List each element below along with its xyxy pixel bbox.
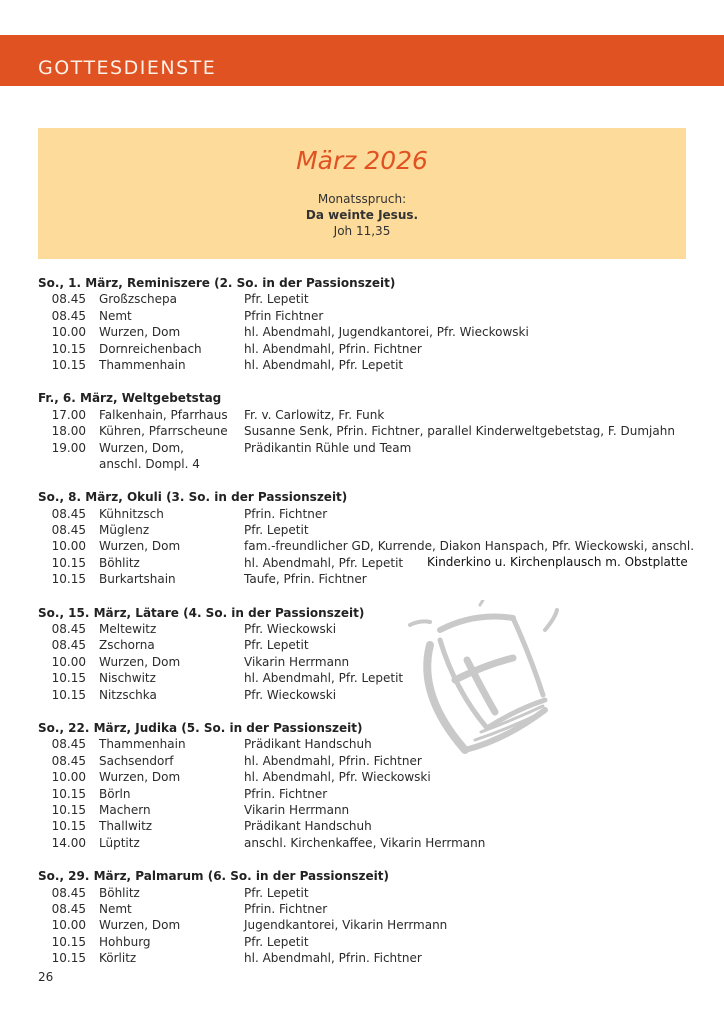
service-place bbox=[99, 341, 202, 357]
service-row bbox=[38, 753, 698, 769]
service-info: Pfr. Lepetit bbox=[244, 638, 309, 653]
service-row bbox=[38, 687, 698, 703]
service-place bbox=[99, 818, 152, 834]
service-place-line: Sachsendorf bbox=[99, 753, 174, 768]
service-info: fam.-freundlicher GD, Kurrende, Diakon Hanspach, Pfr. Wieckowski, anschl. bbox=[244, 539, 695, 554]
service-time: 08.45 bbox=[51, 622, 86, 637]
service-info: Pfrin Fichtner bbox=[244, 308, 324, 323]
service-time: 10.15 bbox=[51, 687, 86, 702]
service-place-line: Körlitz bbox=[99, 951, 137, 966]
service-place-line: Wurzen, Dom, bbox=[99, 440, 184, 455]
service-place bbox=[99, 753, 174, 769]
service-place bbox=[99, 538, 180, 554]
service-place bbox=[99, 324, 180, 340]
month-box bbox=[38, 128, 686, 259]
service-info: hl. Abendmahl, Pfrin. Fichtner bbox=[244, 341, 422, 356]
service-time: 10.15 bbox=[51, 951, 86, 966]
service-time: 08.45 bbox=[51, 737, 86, 752]
service-place-line: Meltewitz bbox=[99, 622, 157, 637]
day-block bbox=[38, 489, 698, 587]
service-place-line: Hohburg bbox=[99, 934, 151, 949]
service-row bbox=[38, 308, 698, 324]
service-time: 10.00 bbox=[51, 654, 86, 669]
service-place bbox=[99, 654, 180, 670]
service-place bbox=[99, 440, 200, 473]
service-place bbox=[99, 621, 156, 637]
service-info: Susanne Senk, Pfrin. Fichtner, parallel Kinderweltgebetstag, F. Dumjahn bbox=[244, 424, 675, 439]
service-place-line: Kühren, Pfarrscheune bbox=[99, 424, 228, 439]
service-place-line-2: anschl. Dompl. 4 bbox=[99, 456, 200, 471]
service-place bbox=[99, 637, 155, 653]
service-info: hl. Abendmahl, Pfr. Wieckowski bbox=[244, 770, 431, 785]
service-row bbox=[38, 423, 698, 439]
service-info: Taufe, Pfrin. Fichtner bbox=[244, 572, 367, 587]
service-time: 14.00 bbox=[51, 835, 86, 850]
service-time: 10.15 bbox=[51, 357, 86, 372]
service-place-line: Wurzen, Dom bbox=[99, 325, 181, 340]
service-info: Pfrin. Fichtner bbox=[244, 901, 328, 916]
service-place bbox=[99, 736, 186, 752]
service-place-line: Großzschepa bbox=[99, 292, 177, 307]
service-time: 08.45 bbox=[51, 885, 86, 900]
service-schedule bbox=[38, 275, 698, 983]
service-row bbox=[38, 407, 698, 423]
section-title: GOTTESDIENSTE bbox=[38, 57, 217, 79]
service-info: hl. Abendmahl, Pfr. Lepetit bbox=[244, 357, 404, 372]
service-time: 10.00 bbox=[51, 539, 86, 554]
service-info: Vikarin Herrmann bbox=[244, 654, 350, 669]
service-time: 08.45 bbox=[51, 308, 86, 323]
service-row bbox=[38, 654, 698, 670]
service-place bbox=[99, 555, 140, 571]
service-row bbox=[38, 818, 698, 834]
service-row bbox=[38, 440, 698, 473]
service-place bbox=[99, 357, 186, 373]
day-block bbox=[38, 868, 698, 966]
service-place bbox=[99, 917, 180, 933]
service-row bbox=[38, 341, 698, 357]
service-place bbox=[99, 835, 140, 851]
service-place bbox=[99, 291, 177, 307]
service-time: 10.15 bbox=[51, 786, 86, 801]
service-time: 10.00 bbox=[51, 770, 86, 785]
day-heading: So., 15. März, Lätare (4. So. in der Passionszeit) bbox=[38, 605, 365, 620]
service-place-line: Wurzen, Dom bbox=[99, 654, 181, 669]
service-place-line: Börln bbox=[99, 786, 131, 801]
service-info: Jugendkantorei, Vikarin Herrmann bbox=[244, 918, 448, 933]
day-block bbox=[38, 720, 698, 851]
service-row bbox=[38, 506, 698, 522]
service-row bbox=[38, 571, 698, 587]
day-block bbox=[38, 275, 698, 373]
service-place-line: Thammenhain bbox=[99, 737, 186, 752]
service-time: 08.45 bbox=[51, 292, 86, 307]
service-row bbox=[38, 670, 698, 686]
service-time: 10.15 bbox=[51, 934, 86, 949]
monatsspruch-label: Monatsspruch: bbox=[317, 192, 407, 206]
service-place bbox=[99, 934, 151, 950]
service-info: Pfr. Lepetit bbox=[244, 885, 309, 900]
service-place bbox=[99, 786, 130, 802]
service-place-line: Nischwitz bbox=[99, 671, 156, 686]
service-place-line: Kühnitzsch bbox=[99, 506, 164, 521]
service-row bbox=[38, 324, 698, 340]
service-info: Pfrin. Fichtner bbox=[244, 506, 328, 521]
service-info: Fr. v. Carlowitz, Fr. Funk bbox=[244, 407, 385, 422]
service-place bbox=[99, 802, 151, 818]
service-row bbox=[38, 291, 698, 307]
service-time: 10.15 bbox=[51, 819, 86, 834]
service-place-line: Machern bbox=[99, 802, 151, 817]
service-place-line: Böhlitz bbox=[99, 885, 140, 900]
service-info: anschl. Kirchenkaffee, Vikarin Herrmann bbox=[244, 835, 486, 850]
service-time: 17.00 bbox=[51, 407, 86, 422]
service-info: hl. Abendmahl, Jugendkantorei, Pfr. Wieckowski bbox=[244, 325, 529, 340]
monatsspruch-reference: Joh 11,35 bbox=[333, 224, 391, 238]
service-place-line: Thammenhain bbox=[99, 357, 186, 372]
service-time: 10.00 bbox=[51, 918, 86, 933]
service-time: 10.15 bbox=[51, 802, 86, 817]
day-heading: So., 29. März, Palmarum (6. So. in der Passionszeit) bbox=[38, 869, 389, 884]
service-info: Prädikantin Rühle und Team bbox=[244, 440, 412, 455]
service-place bbox=[99, 423, 228, 439]
service-info: Vikarin Herrmann bbox=[244, 802, 350, 817]
service-info: Pfr. Wieckowski bbox=[244, 687, 337, 702]
service-time: 08.45 bbox=[51, 506, 86, 521]
service-place bbox=[99, 885, 140, 901]
service-info: Prädikant Handschuh bbox=[244, 737, 372, 752]
service-place-line: Dornreichenbach bbox=[99, 341, 202, 356]
service-info: Pfr. Wieckowski bbox=[244, 622, 337, 637]
service-time: 08.45 bbox=[51, 753, 86, 768]
service-place bbox=[99, 670, 156, 686]
day-heading: So., 8. März, Okuli (3. So. in der Passionszeit) bbox=[38, 490, 348, 505]
service-place-line: Falkenhain, Pfarrhaus bbox=[99, 407, 228, 422]
service-info: Pfr. Lepetit bbox=[244, 292, 309, 307]
day-block bbox=[38, 605, 698, 703]
service-place-line: Nitzschka bbox=[99, 687, 157, 702]
service-place bbox=[99, 950, 136, 966]
service-info: Pfr. Lepetit bbox=[244, 934, 309, 949]
service-row bbox=[38, 357, 698, 373]
day-block bbox=[38, 390, 698, 472]
service-time: 10.00 bbox=[51, 325, 86, 340]
service-row bbox=[38, 885, 698, 901]
month-title: März 2026 bbox=[296, 146, 428, 175]
service-row bbox=[38, 901, 698, 917]
service-row bbox=[38, 621, 698, 637]
service-row bbox=[38, 736, 698, 752]
service-row bbox=[38, 934, 698, 950]
service-info: Pfrin. Fichtner bbox=[244, 786, 328, 801]
service-row bbox=[38, 555, 698, 571]
service-note: Kinderkino u. Kirchenplausch m. Obstplatte bbox=[427, 555, 688, 570]
service-place-line: Nemt bbox=[99, 901, 132, 916]
service-info: Prädikant Handschuh bbox=[244, 819, 372, 834]
monatsspruch-verse: Da weinte Jesus. bbox=[305, 208, 419, 222]
day-heading: Fr., 6. März, Weltgebetstag bbox=[38, 391, 222, 406]
service-place bbox=[99, 407, 228, 423]
day-heading: So., 1. März, Reminiszere (2. So. in der Passionszeit) bbox=[38, 276, 396, 290]
service-place-line: Burkartshain bbox=[99, 572, 176, 587]
service-place-line: Wurzen, Dom bbox=[99, 918, 181, 933]
service-time: 10.15 bbox=[51, 572, 86, 587]
service-place-line: Nemt bbox=[99, 308, 132, 323]
service-time: 10.15 bbox=[51, 555, 86, 570]
service-row bbox=[38, 786, 698, 802]
service-row bbox=[38, 802, 698, 818]
service-place-line: Müglenz bbox=[99, 523, 150, 538]
service-info: hl. Abendmahl, Pfrin. Fichtner bbox=[244, 753, 422, 768]
service-place bbox=[99, 687, 157, 703]
service-info: Pfr. Lepetit bbox=[244, 523, 309, 538]
service-info: hl. Abendmahl, Pfrin. Fichtner bbox=[244, 951, 422, 966]
service-row bbox=[38, 950, 698, 966]
service-place-line: Thallwitz bbox=[99, 819, 153, 834]
service-place-line: Zschorna bbox=[99, 638, 155, 653]
service-time: 08.45 bbox=[51, 523, 86, 538]
service-info: hl. Abendmahl, Pfr. Lepetit bbox=[244, 555, 404, 570]
service-place-line: Wurzen, Dom bbox=[99, 539, 181, 554]
service-time: 08.45 bbox=[51, 901, 86, 916]
service-row bbox=[38, 522, 698, 538]
service-row bbox=[38, 637, 698, 653]
service-place-line: Böhlitz bbox=[99, 555, 140, 570]
service-time: 10.15 bbox=[51, 341, 86, 356]
service-place bbox=[99, 769, 180, 785]
service-place bbox=[99, 522, 149, 538]
service-time: 19.00 bbox=[51, 440, 86, 455]
service-row bbox=[38, 769, 698, 785]
page-number: 26 bbox=[38, 970, 54, 984]
service-place bbox=[99, 571, 176, 587]
service-place-line: Wurzen, Dom bbox=[99, 770, 181, 785]
service-place bbox=[99, 506, 164, 522]
service-place bbox=[99, 308, 132, 324]
bible-cross-icon bbox=[395, 600, 575, 770]
day-heading: So., 22. März, Judika (5. So. in der Passionszeit) bbox=[38, 721, 363, 735]
service-time: 18.00 bbox=[51, 424, 86, 439]
service-time: 08.45 bbox=[51, 638, 86, 653]
service-place-line: Lüptitz bbox=[99, 835, 140, 850]
service-info: hl. Abendmahl, Pfr. Lepetit bbox=[244, 671, 404, 686]
service-row bbox=[38, 835, 698, 851]
service-row bbox=[38, 917, 698, 933]
service-time: 10.15 bbox=[51, 671, 86, 686]
service-place bbox=[99, 901, 132, 917]
